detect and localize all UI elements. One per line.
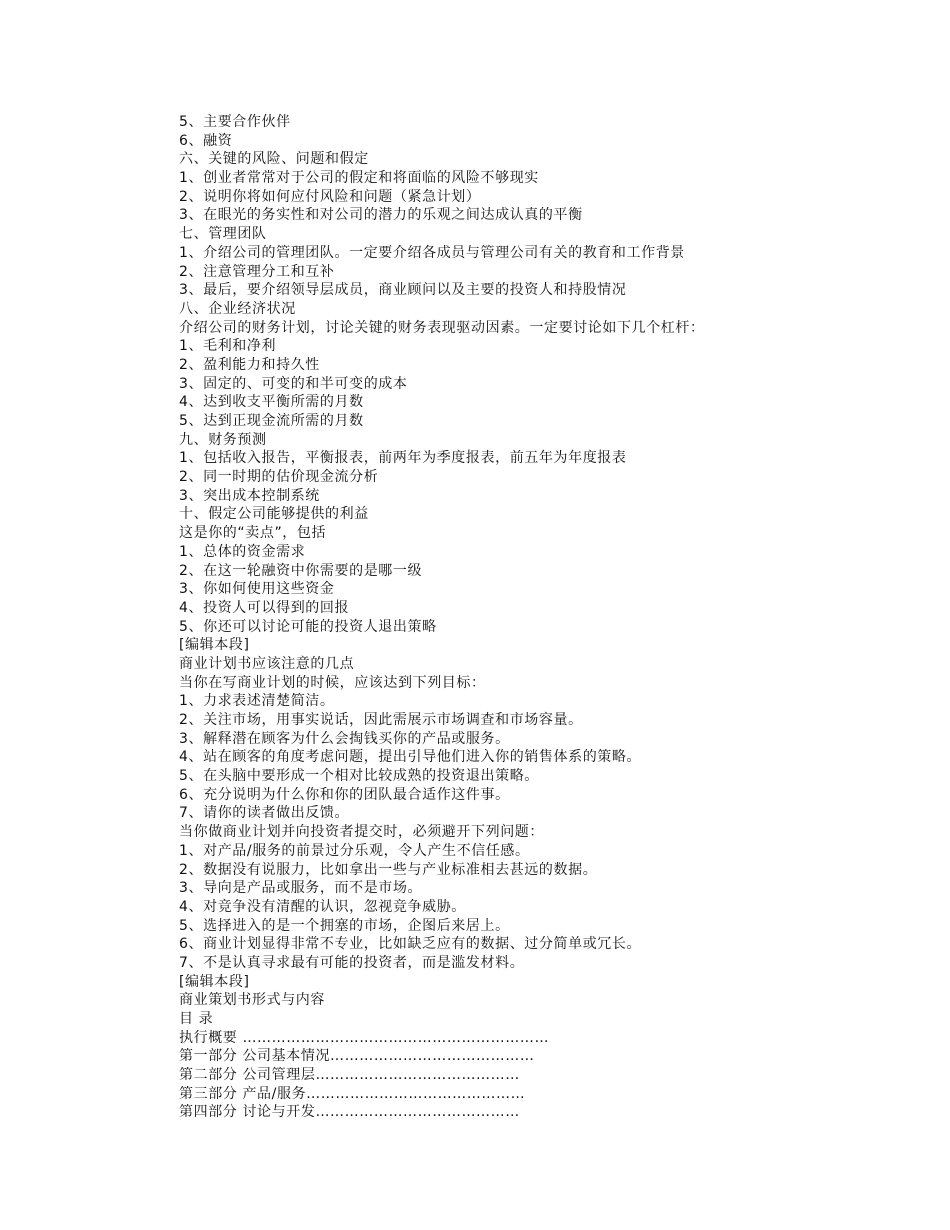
- text-line: 2、在这一轮融资中你需要的是哪一级: [179, 562, 423, 579]
- edit-section-marker: [编辑本段]: [179, 973, 250, 990]
- toc-entry: 第二部分 公司管理层……………………………………: [179, 1067, 520, 1084]
- text-line: 6、融资: [179, 132, 233, 149]
- text-line: 1、包括收入报告，平衡报表，前两年为季度报表，前五年为年度报表: [179, 450, 627, 467]
- toc-title: 目 录: [179, 1011, 214, 1027]
- text-line: 6、充分说明为什么你和你的团队最合适作这件事。: [179, 786, 510, 803]
- text-line: 1、总体的资金需求: [179, 543, 306, 560]
- document-body: [179, 113, 879, 1122]
- text-line: 介绍公司的财务计划，讨论关键的财务表现驱动因素。一定要讨论如下几个杠杆：: [179, 319, 705, 336]
- text-line: 当你在写商业计划的时候，应该达到下列目标：: [179, 674, 486, 691]
- text-line: 1、力求表述清楚简洁。: [179, 693, 335, 710]
- text-line: 2、关注市场，用事实说话，因此需展示市场调查和市场容量。: [179, 712, 583, 728]
- text-line: 1、毛利和净利: [179, 338, 277, 355]
- text-line: 5、主要合作伙伴: [179, 114, 291, 130]
- text-line: 1、创业者常常对于公司的假定和将面临的风险不够现实: [179, 170, 539, 187]
- text-line: 2、数据没有说服力，比如拿出一些与产业标准相去甚远的数据。: [179, 861, 598, 878]
- toc-entry: 第四部分 讨论与开发……………………………………: [179, 1104, 520, 1121]
- section-heading: 九、财务预测: [179, 431, 267, 448]
- text-line: 5、你还可以讨论可能的投资人退出策略: [179, 618, 437, 635]
- text-line: 7、不是认真寻求最有可能的投资者，而是滥发材料。: [179, 954, 525, 971]
- section-heading: 商业策划书形式与内容: [179, 992, 325, 1009]
- text-line: 5、选择进入的是一个拥塞的市场，企图后来居上。: [179, 917, 510, 934]
- text-line: 2、同一时期的估价现金流分析: [179, 469, 379, 486]
- section-heading: 八、企业经济状况: [179, 300, 296, 317]
- text-line: 4、站在顾客的角度考虑问题，提出引导他们进入你的销售体系的策略。: [179, 749, 642, 766]
- text-line: 这是你的“卖点”，包括: [179, 525, 327, 542]
- section-heading: 十、假定公司能够提供的利益: [179, 506, 369, 523]
- text-line: 3、突出成本控制系统: [179, 487, 320, 504]
- text-line: 当你做商业计划并向投资者提交时，必须避开下列问题：: [179, 824, 544, 841]
- section-heading: 六、关键的风险、问题和假定: [179, 151, 369, 168]
- toc-entry: 第一部分 公司基本情况……………………………………: [179, 1048, 535, 1065]
- text-line: 1、对产品/服务的前景过分乐观，令人产生不信任感。: [179, 842, 530, 859]
- text-line: 2、注意管理分工和互补: [179, 263, 335, 280]
- edit-section-marker: [编辑本段]: [179, 637, 250, 654]
- text-line: 3、你如何使用这些资金: [179, 581, 335, 598]
- text-line: 3、最后，要介绍领导层成员，商业顾问以及主要的投资人和持股情况: [179, 282, 627, 299]
- text-line: 3、导向是产品或服务，而不是市场。: [179, 880, 423, 897]
- toc-entry: 执行概要 ………………………………………………………: [179, 1029, 550, 1046]
- section-heading: 商业计划书应该注意的几点: [179, 655, 355, 672]
- text-line: 4、投资人可以得到的回报: [179, 599, 350, 616]
- text-line: 3、在眼光的务实性和对公司的潜力的乐观之间达成认真的平衡: [179, 207, 583, 224]
- text-line: 2、盈利能力和持久性: [179, 356, 320, 373]
- text-line: 6、商业计划显得非常不专业，比如缺乏应有的数据、过分简单或冗长。: [179, 936, 642, 953]
- toc-entry: 第三部分 产品/服务………………………………………: [179, 1085, 526, 1102]
- text-line: 1、介绍公司的管理团队。一定要介绍各成员与管理公司有关的教育和工作背景: [179, 244, 685, 261]
- text-line: 7、请你的读者做出反馈。: [179, 805, 350, 822]
- section-heading: 七、管理团队: [179, 226, 267, 243]
- text-line: 5、在头脑中要形成一个相对比较成熟的投资退出策略。: [179, 768, 539, 785]
- text-line: 5、达到正现金流所需的月数: [179, 413, 364, 429]
- text-line: 4、对竞争没有清醒的认识，忽视竞争威胁。: [179, 898, 466, 915]
- text-line: 4、达到收支平衡所需的月数: [179, 394, 364, 411]
- text-line: 2、说明你将如何应付风险和问题（紧急计划）: [179, 188, 481, 205]
- text-line: 3、固定的、可变的和半可变的成本: [179, 375, 408, 392]
- text-line: 3、解释潜在顾客为什么会掏钱买你的产品或服务。: [179, 730, 510, 747]
